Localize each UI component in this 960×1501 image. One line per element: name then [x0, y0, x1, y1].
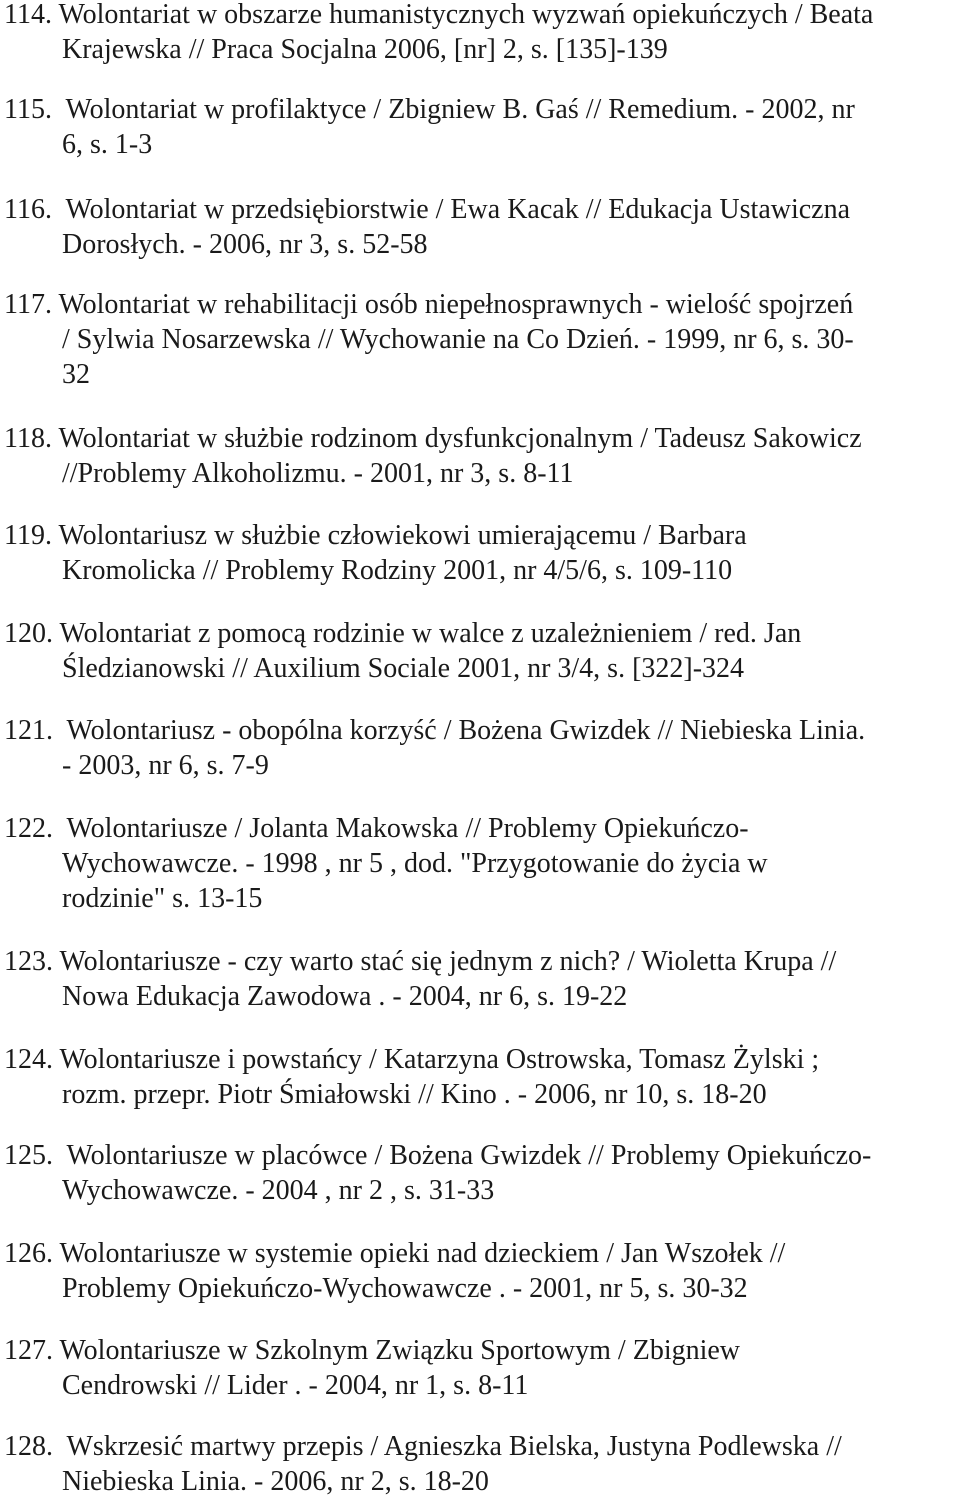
- bibliography-entry-118: [0, 421, 960, 491]
- entry-text-line: Wskrzesić martwy przepis / Agnieszka Bielska, Justyna Podlewska //: [53, 1431, 842, 1462]
- entry-number: 125.: [4, 1140, 53, 1171]
- entry-number: 126.: [4, 1238, 53, 1269]
- entry-number: 120.: [4, 618, 53, 649]
- entry-number: 116.: [4, 194, 52, 225]
- entry-number: 128.: [4, 1431, 53, 1462]
- entry-text-line: 6, s. 1-3: [62, 129, 153, 160]
- entry-text-line: Wolontariusze w Szkolnym Związku Sportowym / Zbigniew: [53, 1335, 741, 1366]
- entry-text-line: Wychowawcze. - 2004 , nr 2 , s. 31-33: [62, 1175, 495, 1206]
- entry-number: 117.: [4, 289, 52, 320]
- entry-text-line: Wolontariusze i powstańcy / Katarzyna Ostrowska, Tomasz Żylski ;: [53, 1044, 820, 1075]
- entry-text-line: Wolontariusze w systemie opieki nad dzieckiem / Jan Wszołek //: [53, 1238, 786, 1269]
- bibliography-entry-123: [0, 944, 960, 1014]
- entry-text-line: Kromolicka // Problemy Rodziny 2001, nr 4/5/6, s. 109-110: [62, 555, 733, 586]
- entry-text-line: Nowa Edukacja Zawodowa . - 2004, nr 6, s. 19-22: [62, 981, 628, 1012]
- entry-text-line: / Sylwia Nosarzewska // Wychowanie na Co Dzień. - 1999, nr 6, s. 30-: [62, 324, 854, 355]
- entry-number: 122.: [4, 813, 53, 844]
- bibliography-entry-117: [0, 287, 960, 392]
- entry-text-line: Cendrowski // Lider . - 2004, nr 1, s. 8-11: [62, 1370, 529, 1401]
- entry-text-line: Wolontariat w rehabilitacji osób niepełnosprawnych - wielość spojrzeń: [51, 289, 854, 320]
- bibliography-entry-120: [0, 616, 960, 686]
- entry-text-line: Wolontariusze w placówce / Bożena Gwizdek // Problemy Opiekuńczo-: [53, 1140, 872, 1171]
- entry-text-line: Śledzianowski // Auxilium Sociale 2001, nr 3/4, s. [322]-324: [62, 653, 745, 684]
- entry-text-line: Wychowawcze. - 1998 , nr 5 , dod. "Przygotowanie do życia w: [62, 848, 768, 879]
- entry-text-line: Dorosłych. - 2006, nr 3, s. 52-58: [62, 229, 428, 260]
- bibliography-entry-125: [0, 1138, 960, 1208]
- entry-text-line: Wolontariusze - czy warto stać się jednym z nich? / Wioletta Krupa //: [53, 946, 837, 977]
- bibliography-entry-119: [0, 518, 960, 588]
- entry-text-line: Niebieska Linia. - 2006, nr 2, s. 18-20: [62, 1466, 489, 1497]
- entry-text-line: Wolontariat w obszarze humanistycznych wyzwań opiekuńczych / Beata: [51, 0, 874, 30]
- entry-text-line: Wolontariat w przedsiębiorstwie / Ewa Kacak // Edukacja Ustawiczna: [51, 194, 851, 225]
- entry-text-line: - 2003, nr 6, s. 7-9: [62, 750, 269, 781]
- entry-text-line: Wolontariusze / Jolanta Makowska // Problemy Opiekuńczo-: [53, 813, 749, 844]
- entry-number: 127.: [4, 1335, 53, 1366]
- entry-text-line: Wolontariusz w służbie człowiekowi umierającemu / Barbara: [51, 520, 747, 551]
- bibliography-entry-126: [0, 1236, 960, 1306]
- entry-text-line: Wolontariat w służbie rodzinom dysfunkcjonalnym / Tadeusz Sakowicz: [51, 423, 862, 454]
- entry-number: 123.: [4, 946, 53, 977]
- entry-number: 115.: [4, 94, 52, 125]
- entry-number: 118.: [4, 423, 52, 454]
- entry-number: 119.: [4, 520, 52, 551]
- entry-text-line: rozm. przepr. Piotr Śmiałowski // Kino . - 2006, nr 10, s. 18-20: [62, 1079, 767, 1110]
- entry-text-line: rodzinie" s. 13-15: [62, 883, 263, 914]
- bibliography-entry-121: [0, 713, 960, 783]
- entry-text-line: Wolontariusz - obopólna korzyść / Bożena Gwizdek // Niebieska Linia.: [53, 715, 866, 746]
- entry-number: 121.: [4, 715, 53, 746]
- bibliography-entry-127: [0, 1333, 960, 1403]
- entry-text-line: //Problemy Alkoholizmu. - 2001, nr 3, s. 8-11: [62, 458, 574, 489]
- entry-number: 124.: [4, 1044, 53, 1075]
- entry-text-line: Wolontariat w profilaktyce / Zbigniew B. Gaś // Remedium. - 2002, nr: [51, 94, 855, 125]
- entry-text-line: 32: [62, 359, 90, 390]
- bibliography-entry-128: [0, 1429, 960, 1499]
- entry-text-line: Problemy Opiekuńczo-Wychowawcze . - 2001, nr 5, s. 30-32: [62, 1273, 748, 1304]
- bibliography-entry-116: [0, 192, 960, 262]
- entry-text-line: Wolontariat z pomocą rodzinie w walce z uzależnieniem / red. Jan: [53, 618, 802, 649]
- entry-text-line: Krajewska // Praca Socjalna 2006, [nr] 2, s. [135]-139: [62, 34, 668, 65]
- bibliography-entry-114: [0, 0, 960, 67]
- bibliography-entry-115: [0, 92, 960, 162]
- entry-number: 114.: [4, 0, 52, 30]
- bibliography-entry-124: [0, 1042, 960, 1112]
- bibliography-entry-122: [0, 811, 960, 916]
